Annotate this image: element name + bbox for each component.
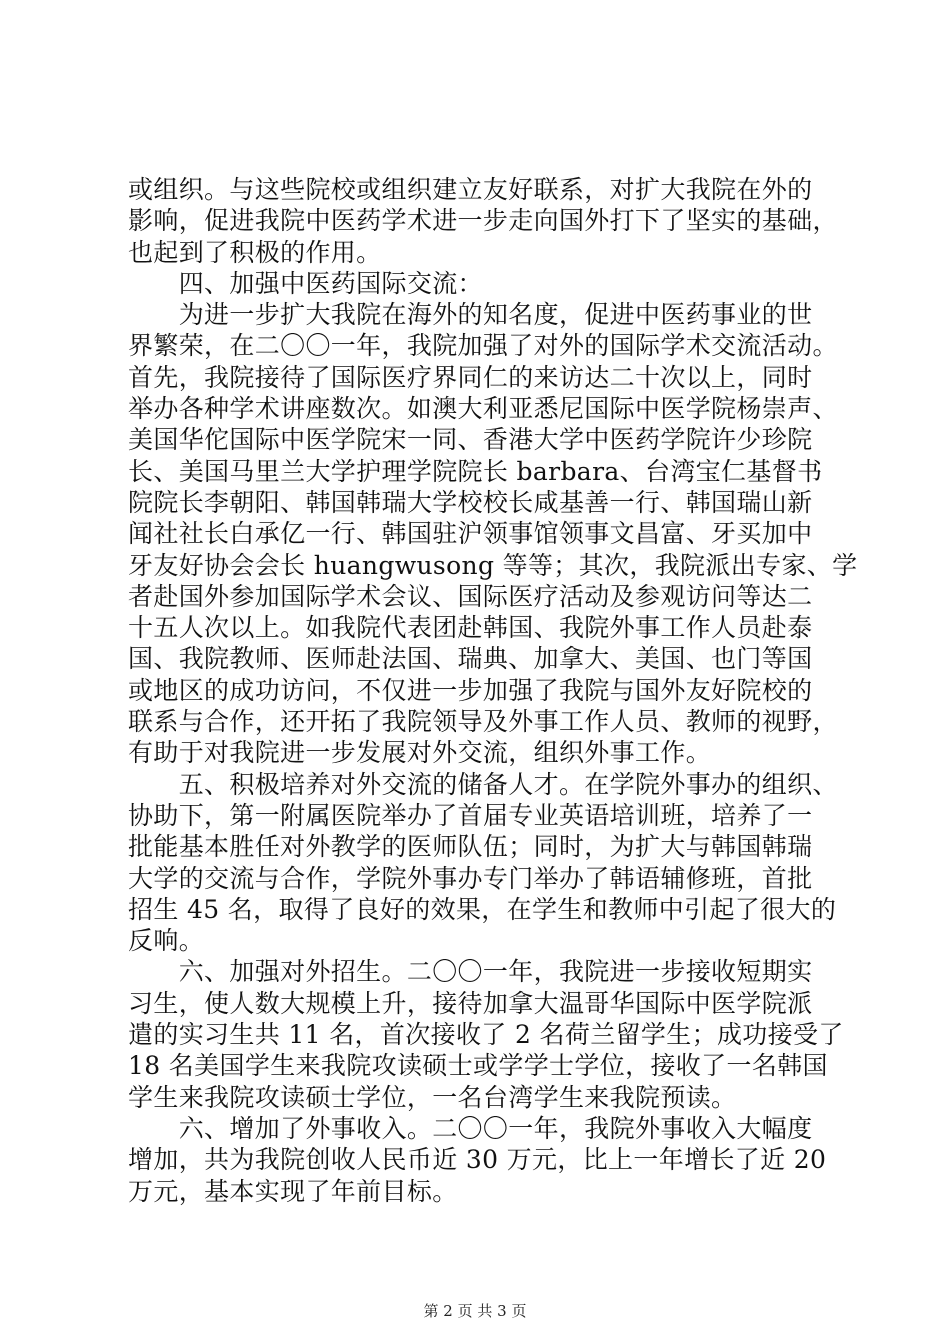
- text-line: 联系与合作，还开拓了我院领导及外事工作人员、教师的视野，: [128, 707, 838, 737]
- text-line: 院院长李朝阳、韩国韩瑞大学校校长咸基善一行、韩国瑞山新: [128, 487, 813, 517]
- document-body: [128, 174, 858, 1207]
- text-line: 闻社社长白承亿一行、韩国驻沪领事馆领事文昌富、牙买加中: [128, 519, 813, 549]
- text-line: 遣的实习生共 11 名，首次接收了 2 名荷兰留学生；成功接受了: [128, 1020, 844, 1050]
- page-number-footer: 第 2 页 共 3 页: [423, 1302, 527, 1320]
- text-line: 首先，我院接待了国际医疗界同仁的来访达二十次以上，同时: [128, 362, 813, 392]
- text-line: 招生 45 名，取得了良好的效果，在学生和教师中引起了很大的: [128, 894, 837, 924]
- section-paragraph-6b: 六、增加了外事收入。二〇〇一年，我院外事收入大幅度: [128, 1113, 813, 1143]
- text-line: 影响，促进我院中医药学术进一步走向国外打下了坚实的基础，: [128, 206, 838, 236]
- text-line: 牙友好协会会长 huangwusong 等等；其次，我院派出专家、学: [128, 550, 858, 580]
- text-line: 万元，基本实现了年前目标。: [128, 1176, 458, 1206]
- text-line: 增加，共为我院创收人民币近 30 万元，比上一年增长了近 20: [128, 1145, 827, 1175]
- text-line: 18 名美国学生来我院攻读硕士或学学士学位，接收了一名韩国: [128, 1051, 828, 1081]
- text-line: 十五人次以上。如我院代表团赴韩国、我院外事工作人员赴泰: [128, 613, 813, 643]
- text-line: 有助于对我院进一步发展对外交流，组织外事工作。: [128, 738, 712, 768]
- text-line: 或地区的成功访问，不仅进一步加强了我院与国外友好院校的: [128, 675, 813, 705]
- text-line: 反响。: [128, 926, 205, 956]
- text-line: 为进一步扩大我院在海外的知名度，促进中医药事业的世: [128, 300, 813, 330]
- text-line: 界繁荣，在二〇〇一年，我院加强了对外的国际学术交流活动。: [128, 331, 838, 361]
- text-line: 或组织。与这些院校或组织建立友好联系，对扩大我院在外的: [128, 175, 813, 204]
- text-line: 也起到了积极的作用。: [128, 237, 382, 267]
- text-line: 学生来我院攻读硕士学位，一名台湾学生来我院预读。: [128, 1082, 737, 1112]
- text-line: 举办各种学术讲座数次。如澳大利亚悉尼国际中医学院杨崇声、: [128, 394, 838, 424]
- text-line: 习生，使人数大规模上升，接待加拿大温哥华国际中医学院派: [128, 988, 813, 1018]
- text-line: 国、我院教师、医师赴法国、瑞典、加拿大、美国、也门等国: [128, 644, 813, 674]
- text-line: 协助下，第一附属医院举办了首届专业英语培训班，培养了一: [128, 800, 813, 830]
- section-paragraph-6: 六、加强对外招生。二〇〇一年，我院进一步接收短期实: [128, 957, 813, 987]
- text-line: 美国华佗国际中医学院宋一同、香港大学中医药学院许少珍院: [128, 425, 813, 455]
- text-line: 长、美国马里兰大学护理学院院长 barbara、台湾宝仁基督书: [128, 456, 823, 486]
- text-line: 者赴国外参加国际学术会议、国际医疗活动及参观访问等达二: [128, 581, 813, 611]
- text-line: 批能基本胜任对外教学的医师队伍；同时，为扩大与韩国韩瑞: [128, 832, 813, 862]
- section-paragraph-5: 五、积极培养对外交流的储备人才。在学院外事办的组织、: [128, 769, 838, 799]
- text-line: 大学的交流与合作，学院外事办专门举办了韩语辅修班，首批: [128, 863, 813, 893]
- section-heading-4: 四、加强中医药国际交流：: [128, 268, 483, 298]
